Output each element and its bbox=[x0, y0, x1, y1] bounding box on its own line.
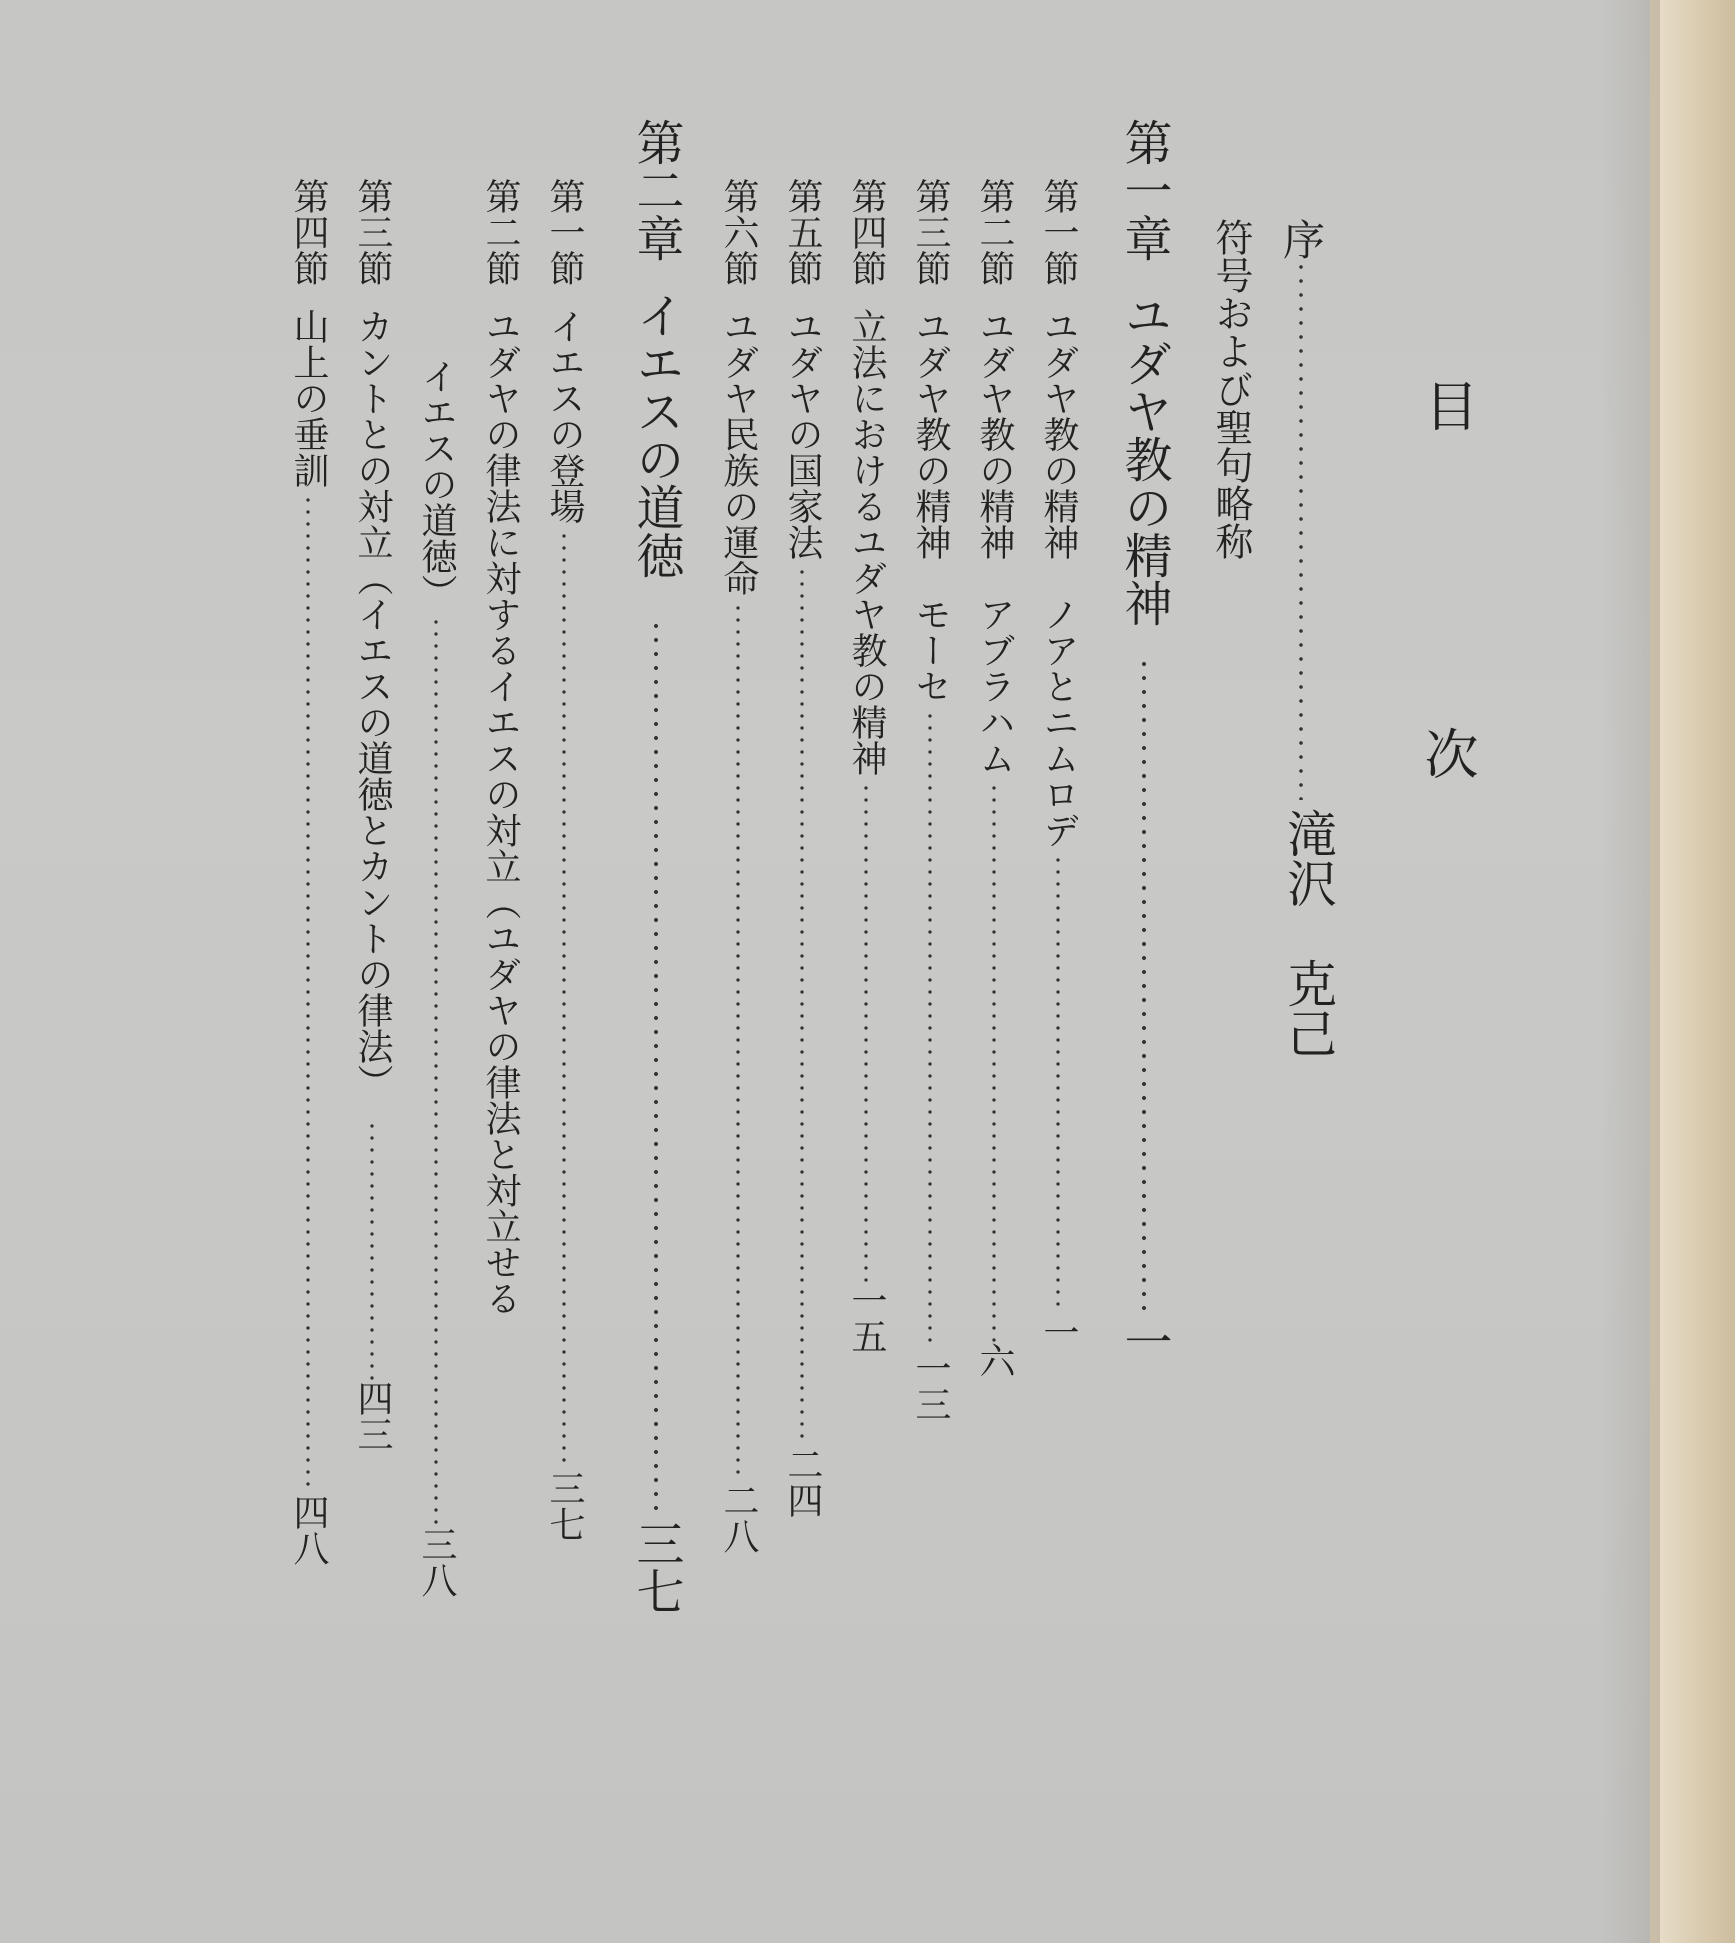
chapter-2-number: 第二章 bbox=[628, 118, 684, 262]
toc-section-2-4[interactable] bbox=[288, 178, 329, 1566]
chapter-2-page: 三七 bbox=[628, 1518, 684, 1615]
author-name bbox=[1279, 808, 1337, 1058]
toc-section-1-1[interactable] bbox=[1038, 178, 1079, 1350]
leader-dots bbox=[354, 1120, 390, 1380]
toc-section-1-4[interactable] bbox=[846, 178, 887, 1354]
toc-entry-abbreviations[interactable] bbox=[1209, 218, 1253, 560]
chapter-2-title: イエスの道徳 bbox=[628, 290, 684, 579]
section-page: 四八 bbox=[288, 1493, 329, 1566]
section-number: 第三節 bbox=[352, 178, 393, 286]
leader-dots bbox=[546, 530, 582, 1470]
leader-dots bbox=[848, 782, 884, 1282]
section-page: 四三 bbox=[352, 1379, 393, 1452]
section-title: イエスの登場 bbox=[544, 307, 585, 524]
section-number: 第六節 bbox=[718, 178, 759, 286]
section-page: 一三 bbox=[910, 1349, 951, 1422]
section-page: 二四 bbox=[782, 1445, 823, 1518]
leader-dots bbox=[976, 782, 1012, 1342]
section-title: ユダヤの国家法 bbox=[782, 307, 823, 560]
leader-dots bbox=[1040, 854, 1076, 1314]
toc-section-1-2[interactable] bbox=[974, 178, 1015, 1378]
section-page: 一 bbox=[1038, 1313, 1079, 1350]
section-title: イエスの道徳） bbox=[416, 358, 457, 610]
abbreviations-label: 符号および聖句略称 bbox=[1209, 218, 1253, 560]
section-title: カントとの対立（イエスの道徳とカントの律法） bbox=[352, 307, 393, 1100]
page-gutter-shadow bbox=[1600, 0, 1660, 1943]
section-title: ユダヤ教の精神 ノアとニムロデ bbox=[1038, 307, 1079, 848]
section-page: 二八 bbox=[718, 1481, 759, 1554]
leader-dots bbox=[632, 619, 680, 1519]
toc-section-2-2[interactable] bbox=[480, 178, 521, 1316]
section-number: 第二節 bbox=[480, 178, 521, 286]
toc-section-1-3[interactable] bbox=[910, 178, 951, 1422]
leader-dots bbox=[1280, 260, 1322, 800]
leader-dots bbox=[418, 616, 454, 1526]
toc-entry-preface[interactable] bbox=[1277, 218, 1326, 800]
section-title: 立法におけるユダヤ教の精神 bbox=[846, 307, 887, 776]
leader-dots bbox=[912, 710, 948, 1350]
author-family-name: 滝沢 bbox=[1279, 808, 1337, 908]
toc-chapter-2[interactable] bbox=[628, 118, 684, 1615]
section-page: 六 bbox=[974, 1341, 1015, 1378]
section-page: 一五 bbox=[846, 1281, 887, 1354]
toc-chapter-1[interactable] bbox=[1116, 118, 1172, 1365]
section-title: ユダヤ教の精神 アブラハム bbox=[974, 307, 1015, 776]
section-number: 第二節 bbox=[974, 178, 1015, 286]
section-title: ユダヤ教の精神 モーセ bbox=[910, 307, 951, 704]
leader-dots bbox=[720, 602, 756, 1482]
chapter-1-page: 一 bbox=[1116, 1316, 1172, 1365]
chapter-1-title: ユダヤ教の精神 bbox=[1116, 290, 1172, 627]
section-title: ユダヤ民族の運命 bbox=[718, 307, 759, 596]
toc-section-2-3[interactable] bbox=[352, 178, 393, 1452]
section-number: 第四節 bbox=[288, 178, 329, 286]
chapter-1-number: 第一章 bbox=[1116, 118, 1172, 262]
toc-section-1-5[interactable] bbox=[782, 178, 823, 1518]
leader-dots bbox=[1120, 657, 1168, 1317]
section-title: 山上の垂訓 bbox=[288, 307, 329, 488]
section-number: 第一節 bbox=[544, 178, 585, 286]
toc-title: 目 次 bbox=[1416, 378, 1479, 900]
section-number: 第四節 bbox=[846, 178, 887, 286]
section-page: 三七 bbox=[544, 1469, 585, 1542]
toc-section-2-2-continued[interactable] bbox=[416, 358, 457, 1598]
section-number: 第一節 bbox=[1038, 178, 1079, 286]
section-title: ユダヤの律法に対するイエスの対立（ユダヤの律法と対立せる bbox=[480, 307, 521, 1316]
section-page: 三八 bbox=[416, 1526, 457, 1598]
toc-section-2-1[interactable] bbox=[544, 178, 585, 1542]
section-number: 第五節 bbox=[782, 178, 823, 286]
leader-dots bbox=[290, 494, 326, 1494]
toc-section-1-6[interactable] bbox=[718, 178, 759, 1554]
facing-page-edge bbox=[1660, 0, 1735, 1943]
leader-dots bbox=[784, 566, 820, 1446]
section-number: 第三節 bbox=[910, 178, 951, 286]
author-given-name: 克己 bbox=[1279, 958, 1337, 1058]
preface-label: 序 bbox=[1277, 218, 1326, 260]
